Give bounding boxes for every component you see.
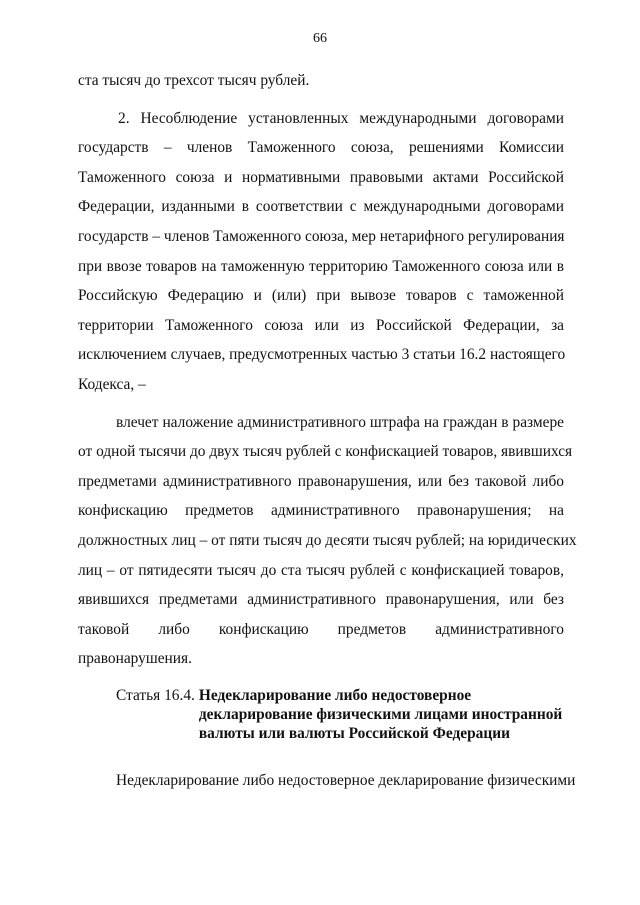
- text-line: Кодекса, –: [78, 375, 146, 393]
- text-line: государств – членов Таможенного союза, решениями Комиссии: [78, 139, 564, 157]
- paragraph-penalty: [78, 408, 577, 674]
- article-title-line: Недекларирование либо недостоверное: [198, 686, 472, 704]
- text-line: территории Таможенного союза или из Российской Федерации, за: [78, 316, 564, 334]
- article-title-line: декларирование физическими лицами иностранной: [198, 705, 563, 723]
- text-line: Федерации, изданными в соответствии с международными договорами: [78, 198, 564, 216]
- text-line: правонарушения.: [78, 650, 192, 668]
- text-line: от одной тысячи до двух тысяч рублей с конфискацией товаров, явившихся: [78, 443, 573, 461]
- text-line: Таможенного союза и нормативными правовыми актами Российской: [78, 168, 564, 186]
- document-body: [78, 66, 577, 795]
- text-line: явившихся предметами административного правонарушения, или без: [78, 591, 564, 609]
- paragraph-2: [78, 104, 564, 400]
- text-line: исключением случаев, предусмотренных частью 3 статьи 16.2 настоящего: [78, 346, 566, 364]
- text-line: Российскую Федерацию и (или) при вывозе товаров с таможенной: [78, 287, 564, 305]
- article-title-line: валюты или валюты Российской Федерации: [198, 724, 510, 742]
- text-line: должностных лиц – от пяти тысяч до десяти тысяч рублей; на юридических: [78, 531, 577, 549]
- article-heading: [78, 686, 564, 743]
- text-line: конфискацию предметов административного правонарушения; на: [78, 502, 564, 520]
- article-number: Статья 16.4.: [116, 686, 195, 704]
- text-line: таковой либо конфискацию предметов административного: [78, 620, 564, 638]
- text-line: при ввозе товаров на таможенную территорию Таможенного союза или в: [78, 257, 564, 275]
- article-title: [199, 686, 562, 743]
- text-line: 2. Несоблюдение установленных международными договорами: [118, 109, 564, 127]
- text-line: ста тысяч до трехсот тысяч рублей.: [78, 72, 310, 89]
- text-line: предметами административного правонарушения, или без таковой либо: [78, 472, 564, 490]
- text-line: Недекларирование либо недостоверное декларирование физическими: [116, 771, 576, 789]
- text-line: государств – членов Таможенного союза, мер нетарифного регулирования: [78, 227, 565, 245]
- text-line: лиц – от пятидесяти тысяч до ста тысяч рублей с конфискацией товаров,: [78, 561, 564, 579]
- page-number: 66: [313, 31, 327, 46]
- text-line: влечет наложение административного штрафа на граждан в размере: [116, 413, 564, 431]
